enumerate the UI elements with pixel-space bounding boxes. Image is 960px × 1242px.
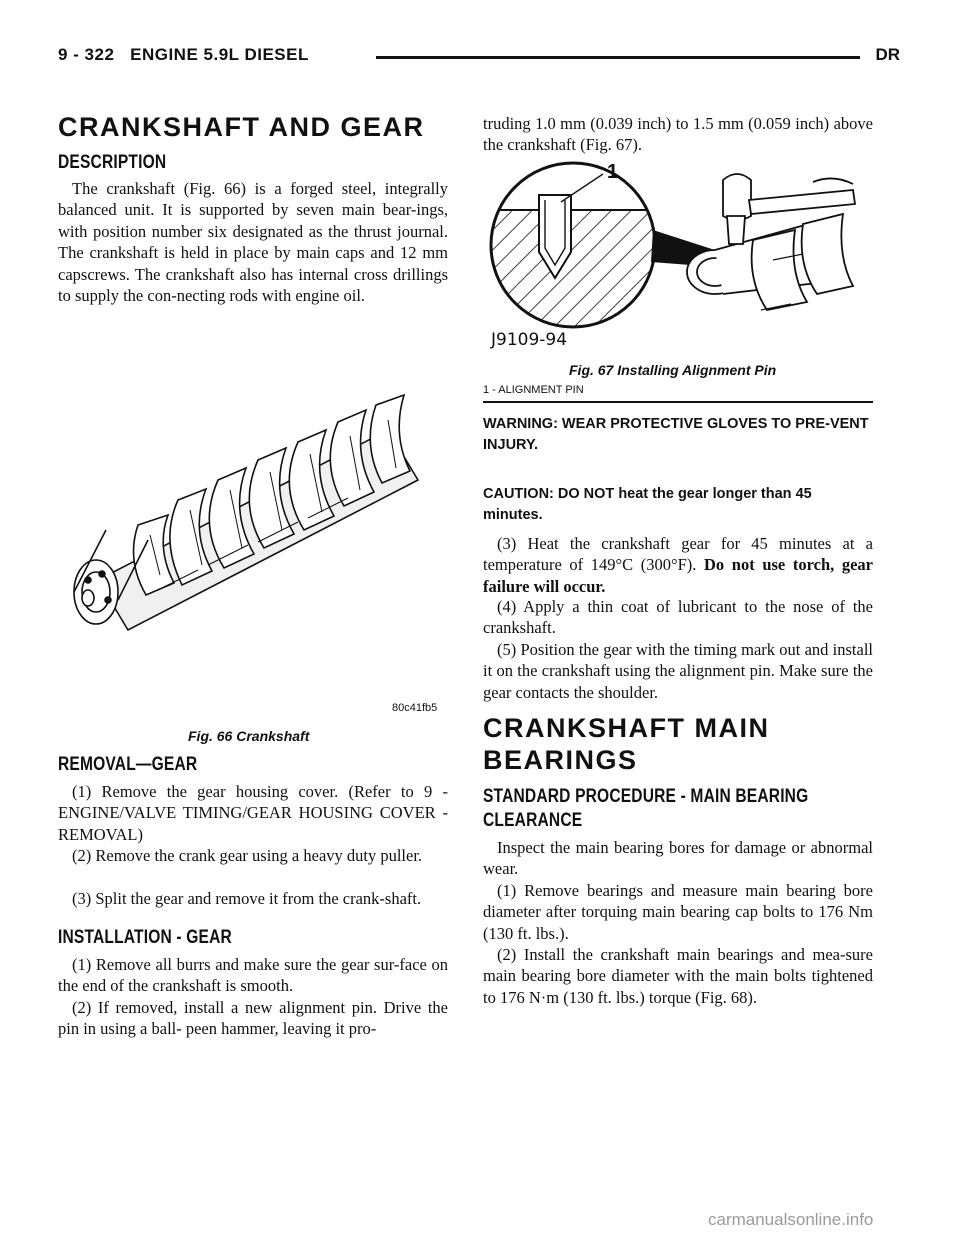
crankshaft-illustration [58,360,448,710]
removal-step-1: (1) Remove the gear housing cover. (Refer to 9 - ENGINE/VALVE TIMING/GEAR HOUSING COVER - REMOVAL) [58,782,448,844]
removal-step-2: (2) Remove the crank gear using a heavy duty puller. [72,846,423,865]
install-step-2: (2) If removed, install a new alignment pin. Drive the pin in using a ball- peen hammer, leaving it pro- [58,998,448,1039]
step3-warning-bold: Do not use torch, gear failure will occur. [483,555,874,596]
description-heading: DESCRIPTION [58,152,167,173]
section-heading-main-bearings-line1: CRANKSHAFT MAIN [483,713,770,743]
install-step-5: (5) Position the gear with the timing mark out and install it on the crankshaft using the alignment pin. Make sure the gear contacts the shoulder. [483,640,873,702]
removal-step-3: (3) Split the gear and remove it from the crank-shaft. [72,889,422,908]
installation-gear-heading: INSTALLATION - GEAR [58,927,232,948]
standard-procedure-step-1: (1) Remove bearings and measure main bearing bore diameter after torquing main bearing cap bolts to 176 Nm (130 ft. lbs.). [483,881,873,943]
install-step-4: (4) Apply a thin coat of lubricant to the nose of the crankshaft. [483,597,873,638]
fig67-callout-1: 1 [607,161,619,183]
description-paragraph: The crankshaft (Fig. 66) is a forged steel, integrally balanced unit. It is supported by seven main bear-ings, with position number six designated as the thrust journal. The crankshaft is held in place by main caps and 12 mm capscrews. The crankshaft also has internal cross drillings to supply the con-necting rods with engine oil. [58,179,448,306]
section-heading-main-bearings-line2: BEARINGS [483,745,638,775]
standard-procedure-step-2: (2) Install the crankshaft main bearings and mea-sure main bearing bore diameter with the main bolts tightened to 176 N·m (130 ft. lbs.) torque (Fig. 68). [483,945,873,1007]
standard-procedure-heading-line1: STANDARD PROCEDURE - MAIN BEARING [483,786,809,807]
standard-procedure-heading-line2: CLEARANCE [483,810,583,831]
install-step-1: (1) Remove all burrs and make sure the gear sur-face on the end of the crankshaft is smooth. [58,955,448,996]
page-number-section [58,45,309,65]
fig67-code: J9109-94 [491,330,568,350]
fig66-caption: Fig. 66 Crankshaft [188,728,310,744]
standard-procedure-intro: Inspect the main bearing bores for damage or abnormal wear. [483,838,873,879]
alignment-pin-figure [483,160,873,355]
warning-text: WARNING: WEAR PROTECTIVE GLOVES TO PRE-VENT INJURY. [483,416,869,453]
model-code: DR [875,45,900,64]
fig67-caption: Fig. 67 Installing Alignment Pin [569,362,777,378]
watermark[interactable]: carmanualsonline.info [708,1210,874,1229]
install-step-2-continued: truding 1.0 mm (0.039 inch) to 1.5 mm (0.059 inch) above the crankshaft (Fig. 67). [483,114,873,155]
fig67-legend: 1 - ALIGNMENT PIN [483,384,584,396]
caution-text: CAUTION: DO NOT heat the gear longer than 45 minutes. [483,486,812,523]
fig66-code: 80c41fb5 [392,702,438,714]
install-step-3: (3) Heat the crankshaft gear for 45 minutes at a temperature of 149°C (300°F). Do not use torch, gear failure will occur. [483,534,874,596]
alignment-pin-illustration [483,160,873,355]
section-heading-crankshaft-gear: CRANKSHAFT AND GEAR [58,112,425,142]
section-title: ENGINE 5.9L DIESEL [130,45,309,64]
page-number: 9 - 322 [58,45,115,64]
header-rule [376,56,860,59]
page-header [58,45,900,71]
figure-rule [483,401,873,403]
crankshaft-figure [58,360,448,710]
removal-gear-heading: REMOVAL—GEAR [58,754,198,775]
